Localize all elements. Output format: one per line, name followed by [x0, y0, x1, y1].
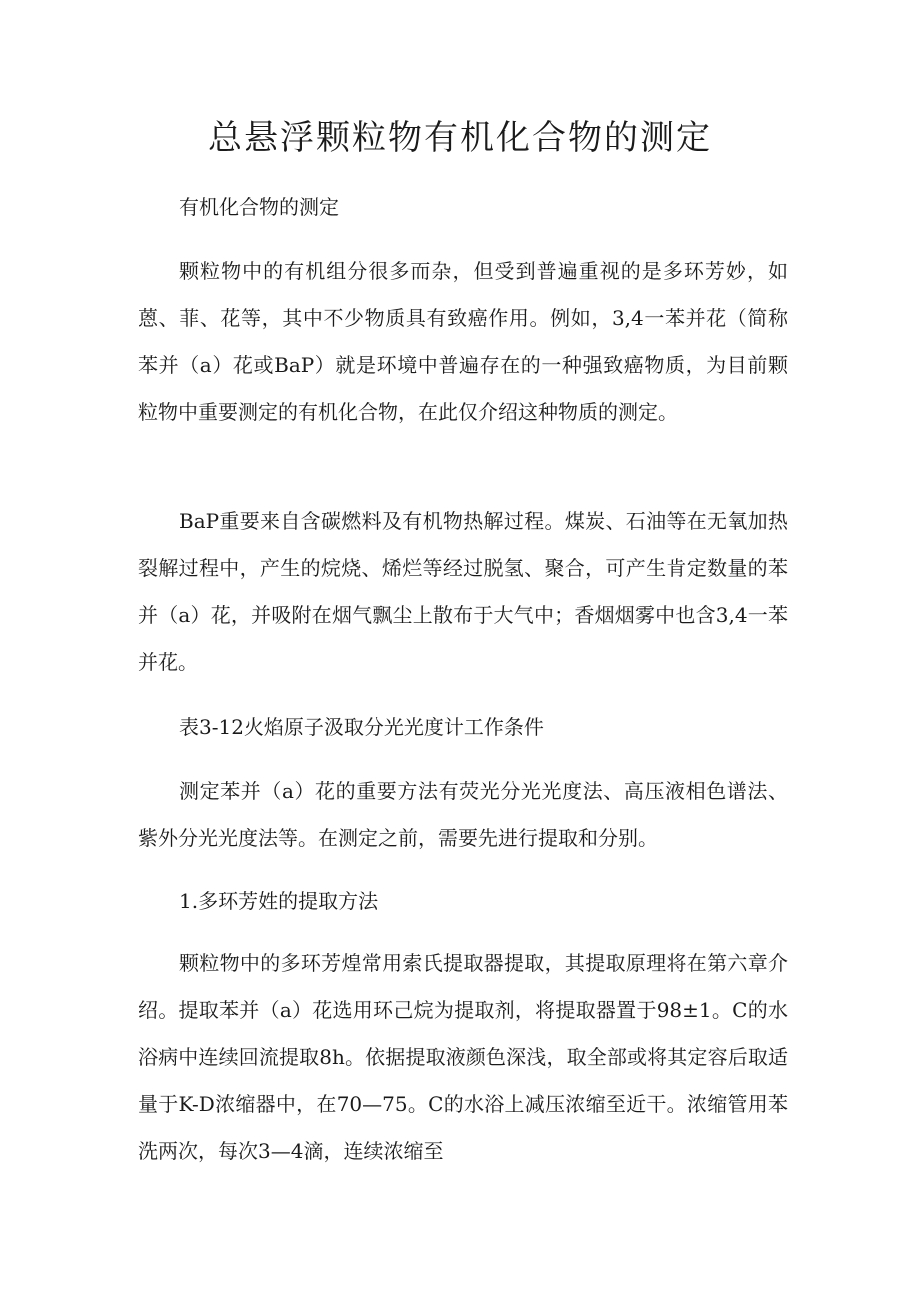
paragraph-bap-source: BaP重要来自含碳燃料及有机物热解过程。煤炭、石油等在无氧加热裂解过程中，产生的烷烧、烯烂等经过脱氢、聚合，可产生肯定数量的苯并（a）花，并吸附在烟气飘尘上散布于大气中；香烟烟雾中也含3,4一苯并花。: [138, 509, 788, 674]
paragraph-methods: 测定苯并（a）花的重要方法有荧光分光光度法、高压液相色谱法、紫外分光光度法等。在测定之前，需要先进行提取和分别。: [138, 779, 788, 850]
table-caption: 表3-12火焰原子汲取分光光度计工作条件: [179, 715, 544, 739]
subsection-heading: 1.多环芳姓的提取方法: [179, 889, 379, 913]
paragraph-extraction: 颗粒物中的多环芳煌常用索氏提取器提取，其提取原理将在第六章介绍。提取苯并（a）花选用环己烷为提取剂，将提取器置于98±1。C的水浴病中连续回流提取8h。依据提取液颜色深浅，取全部或将其定容后取适量于K-D浓缩器中，在70—75。C的水浴上减压浓缩至近干。浓缩管用苯洗两次，每次3—4滴，连续浓缩至: [138, 951, 788, 1163]
paragraph-intro: 颗粒物中的有机组分很多而杂，但受到普遍重视的是多环芳妙，如蒽、菲、花等，其中不少物质具有致癌作用。例如，3,4一苯并花（简称苯并（a）花或BaP）就是环境中普遍存在的一种强致癌物质，为目前颗粒物中重要测定的有机化合物，在此仅介绍这种物质的测定。: [138, 259, 788, 424]
section-heading: 有机化合物的测定: [179, 195, 339, 219]
document-title: 总悬浮颗粒物有机化合物的测定: [208, 118, 712, 158]
